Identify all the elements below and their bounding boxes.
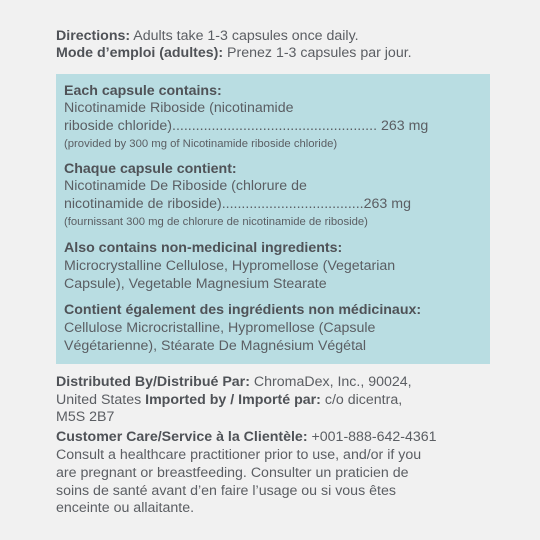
distributed-label: Distributed By/Distribué Par: <box>56 374 250 390</box>
customer-care <box>56 429 437 446</box>
warning-line2: are pregnant or breastfeeding. Consulter un praticien de <box>56 465 409 481</box>
each-capsule-amount: 263 mg <box>377 118 429 134</box>
contient-line2: Végétarienne), Stéarate De Magnésium Végétal <box>64 338 367 354</box>
chaque-capsule-amount: 263 mg <box>363 196 411 212</box>
ingredients-box <box>56 74 490 364</box>
also-contains-line1: Microcrystalline Cellulose, Hypromellose (Vegetarian <box>64 258 396 274</box>
distributed-line1 <box>56 374 412 391</box>
each-capsule-line1: Nicotinamide Riboside (nicotinamide <box>64 100 294 116</box>
contient-heading: Contient également des ingrédients non médicinaux: <box>64 302 422 318</box>
customer-care-phone: +001-888-642-4361 <box>307 429 437 445</box>
directions-en <box>56 28 359 45</box>
directions-fr <box>56 45 412 62</box>
chaque-capsule-note: (fournissant 300 mg de chlorure de nicotinamide de riboside) <box>64 216 368 228</box>
also-contains-heading: Also contains non-medicinal ingredients: <box>64 240 343 256</box>
distributed-country: United States <box>56 392 146 408</box>
chaque-capsule-ingredient: nicotinamide de riboside).................................... <box>64 196 364 212</box>
directions-fr-label: Mode d’emploi (adultes): <box>56 45 224 61</box>
each-capsule-heading: Each capsule contains: <box>64 83 222 99</box>
imported-text: c/o dicentra, <box>320 392 403 408</box>
distributed-line2 <box>56 392 402 409</box>
distributed-text: ChromaDex, Inc., 90024, <box>249 374 412 390</box>
each-capsule-note: (provided by 300 mg of Nicotinamide riboside chloride) <box>64 138 338 150</box>
distributed-line3: M5S 2B7 <box>56 409 115 425</box>
each-capsule-line2 <box>64 118 428 135</box>
directions-fr-text: Prenez 1-3 capsules par jour. <box>223 45 412 61</box>
warning-line1: Consult a healthcare practitioner prior to use, and/or if you <box>56 447 422 463</box>
warning-line3: soins de santé avant d’en faire l’usage ou si vous êtes <box>56 483 396 499</box>
chaque-capsule-line2 <box>64 196 411 213</box>
chaque-capsule-heading: Chaque capsule contient: <box>64 161 237 177</box>
directions-en-label: Directions: <box>56 28 131 44</box>
directions-en-text: Adults take 1-3 capsules once daily. <box>130 28 359 44</box>
each-capsule-ingredient: riboside chloride).................................................... <box>64 118 378 134</box>
contient-line1: Cellulose Microcristalline, Hypromellose (Capsule <box>64 320 376 336</box>
imported-label: Imported by / Importé par: <box>145 392 321 408</box>
warning-line4: enceinte ou allaitante. <box>56 500 195 516</box>
also-contains-line2: Capsule), Vegetable Magnesium Stearate <box>64 276 327 292</box>
customer-care-label: Customer Care/Service à la Clientèle: <box>56 429 308 445</box>
chaque-capsule-line1: Nicotinamide De Riboside (chlorure de <box>64 178 307 194</box>
